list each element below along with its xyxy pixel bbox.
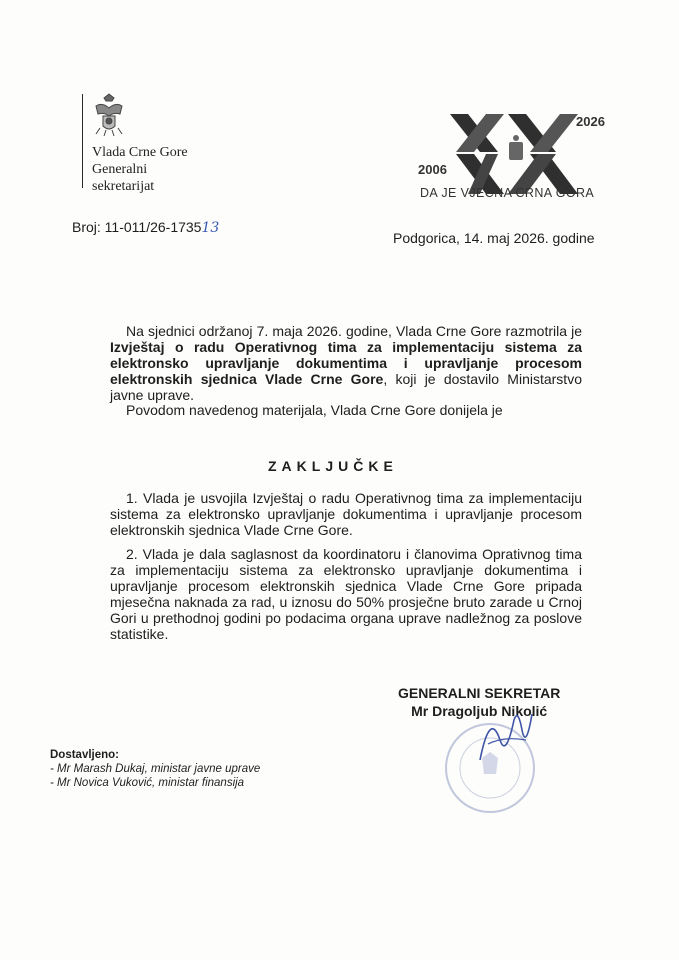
place-date: Podgorica, 14. maj 2026. godine: [393, 230, 595, 246]
handwritten-signature: [470, 700, 540, 770]
reference-label: Broj: 11-011/26-1735: [72, 219, 202, 235]
conclusion-item-1: [110, 490, 582, 538]
issuer-line-3: sekretarijat: [92, 179, 155, 194]
intro-paragraph: [110, 323, 582, 403]
intro-text-2: , koji je dostavilo Ministarstvo javne uprave.: [110, 371, 582, 403]
signatory-name: Mr Dragoljub Nikolić: [411, 703, 548, 719]
distribution-item-1: - Mr Marash Dukaj, ministar javne uprave: [50, 763, 261, 775]
conclusions-heading: ZAKLJUČKE: [268, 458, 398, 474]
distribution-item-2: - Mr Novica Vuković, ministar finansija: [50, 777, 245, 789]
header-divider: [82, 94, 83, 188]
handwritten-suffix: 13: [201, 220, 220, 236]
intro-bold-title: Izvještaj o radu Operativnog tima za implementaciju sistema za elektronsko upravljanje dokumentima i upravljanje procesom elektronskih sjednica Vlade Crne Gore: [110, 339, 582, 387]
conclusion-text-2: 2. Vlada je dala saglasnost da koordinatoru i članovima Oprativnog tima za implementaciju sistema za elektronsko upravljanje dokumentima i upravljanje procesom elektronskih sjednica Vlade Crne Gore pripada mjesečna naknada za rad, u iznosu do 50% prosječne bruto zarade u Crnoj Gori u prethodnoj godini po podacima organa uprave nadležnog za poslove statistike.: [110, 546, 582, 642]
logo-year-end: 2026: [576, 114, 605, 129]
distribution-title: Dostavljeno:: [50, 749, 120, 761]
issuer-line-1: Vlada Crne Gore: [92, 145, 188, 160]
distribution-list: [50, 748, 260, 790]
lead-paragraph: [110, 402, 503, 418]
conclusion-item-2: [110, 546, 582, 642]
conclusion-text-1: 1. Vlada je usvojila Izvještaj o radu Operativnog tima za implementaciju sistema za elektronsko upravljanje dokumentima i upravljanje procesom elektronskih sjednica Vlade Crne Gore.: [110, 490, 582, 538]
lead-text: Povodom navedenog materijala, Vlada Crne Gore donijela je: [126, 402, 503, 418]
signatory-title: GENERALNI SEKRETAR: [398, 685, 561, 701]
montenegro-coat-of-arms-icon: [92, 92, 126, 138]
issuer-line-2: Generalni: [92, 162, 148, 177]
reference-number: [72, 219, 219, 236]
logo-year-start: 2006: [418, 162, 447, 177]
issuer-block: [92, 144, 188, 195]
logo-slogan: DA JE VJEČNA CRNA GORA: [420, 186, 595, 200]
intro-text-1: Na sjednici održanoj 7. maja 2026. godine, Vlada Crne Gore razmotrila je: [126, 323, 582, 339]
